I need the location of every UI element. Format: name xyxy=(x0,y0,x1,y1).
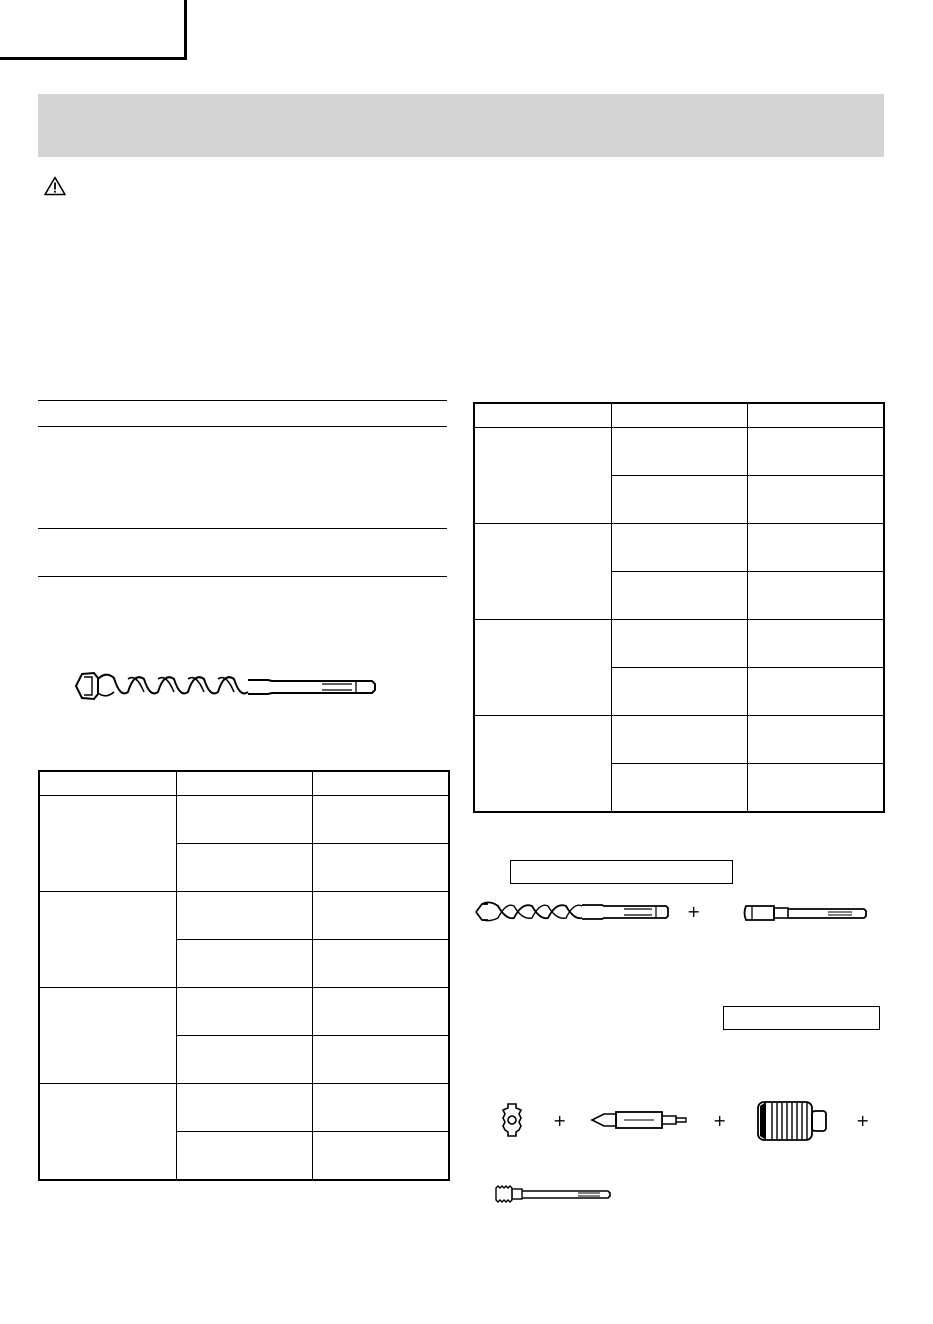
table-cell xyxy=(176,844,312,892)
table-cell xyxy=(312,1036,449,1084)
guide-plate-icon xyxy=(500,1102,524,1138)
group-label-cell xyxy=(39,892,176,988)
table-cell xyxy=(747,716,884,764)
table-cell xyxy=(176,796,312,844)
group-label-cell xyxy=(474,620,611,716)
table-row xyxy=(474,524,884,572)
table-cell xyxy=(747,572,884,620)
table-cell xyxy=(312,1132,449,1181)
table-cell xyxy=(747,620,884,668)
table-cell xyxy=(611,428,747,476)
group-label-cell xyxy=(474,716,611,813)
table-cell xyxy=(176,940,312,988)
table-cell xyxy=(747,428,884,476)
group-label-cell xyxy=(474,524,611,620)
table-cell xyxy=(176,1132,312,1181)
table-cell xyxy=(611,668,747,716)
table-cell xyxy=(176,892,312,940)
table-cell xyxy=(747,476,884,524)
warning-triangle-icon xyxy=(44,176,66,196)
plus-sign: + xyxy=(553,1111,567,1130)
table-cell xyxy=(176,1036,312,1084)
table-cell xyxy=(611,524,747,572)
group-label-cell xyxy=(39,988,176,1084)
group-label-cell xyxy=(39,796,176,892)
adapter-shank-icon xyxy=(494,1184,612,1204)
table-cell xyxy=(176,1084,312,1132)
right-spec-table xyxy=(473,402,885,813)
table-cell xyxy=(176,988,312,1036)
table-cell xyxy=(312,940,449,988)
table-row xyxy=(474,620,884,668)
column-header xyxy=(611,403,747,428)
table-row xyxy=(474,428,884,476)
table-cell xyxy=(747,764,884,813)
table-row xyxy=(474,716,884,764)
table-row xyxy=(39,892,449,940)
table-cell xyxy=(611,620,747,668)
section-title-bar xyxy=(38,94,884,157)
accessory-label-box xyxy=(510,860,733,884)
table-cell xyxy=(312,892,449,940)
group-label-cell xyxy=(39,1084,176,1181)
table-row xyxy=(39,796,449,844)
table-cell xyxy=(312,1084,449,1132)
core-bit-icon xyxy=(756,1098,828,1144)
table-cell xyxy=(611,716,747,764)
column-header xyxy=(747,403,884,428)
twist-drill-bit-icon xyxy=(474,898,670,926)
drill-bit-icon xyxy=(72,668,377,704)
table-cell xyxy=(312,988,449,1036)
left-spec-table xyxy=(38,770,450,1181)
table-header-row xyxy=(474,403,884,428)
plus-sign: + xyxy=(856,1111,870,1130)
table-cell xyxy=(611,476,747,524)
column-header xyxy=(312,771,449,796)
table-cell xyxy=(611,572,747,620)
column-header xyxy=(39,771,176,796)
plus-sign: + xyxy=(687,902,701,921)
column-header xyxy=(176,771,312,796)
center-pin-icon xyxy=(590,1108,690,1132)
taper-shank-adapter-icon xyxy=(742,900,868,926)
table-cell xyxy=(312,796,449,844)
rule xyxy=(38,576,447,577)
table-cell xyxy=(747,668,884,716)
page-corner-tab xyxy=(0,0,187,60)
rule xyxy=(38,528,447,529)
table-row xyxy=(39,1084,449,1132)
table-cell xyxy=(747,524,884,572)
table-row xyxy=(39,988,449,1036)
group-label-cell xyxy=(474,428,611,524)
rule xyxy=(38,426,447,427)
table-header-row xyxy=(39,771,449,796)
column-header xyxy=(474,403,611,428)
table-cell xyxy=(611,764,747,813)
table-cell xyxy=(312,844,449,892)
rule xyxy=(38,400,447,401)
accessory-label-box xyxy=(723,1006,880,1030)
plus-sign: + xyxy=(713,1111,727,1130)
